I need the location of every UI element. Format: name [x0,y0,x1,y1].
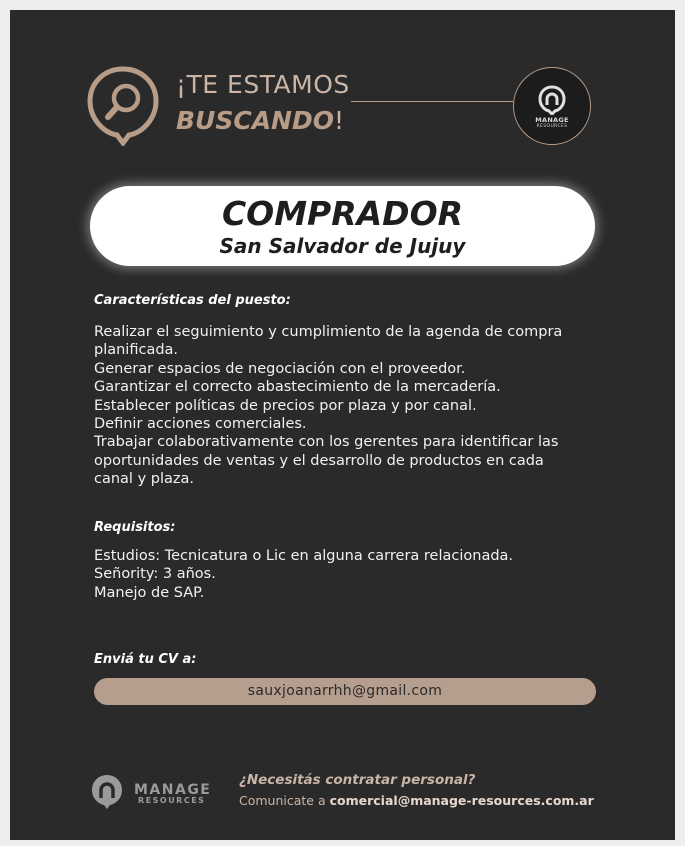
features-line: Trabajar colaborativamente con los gerentes para identificar las [94,434,559,451]
location-pin-logo-icon [538,85,566,115]
features-line: Generar espacios de negociación con el proveedor. [94,360,466,377]
job-location: San Salvador de Jujuy [219,234,466,258]
job-poster [10,10,675,840]
features-line: Establecer políticas de precios por plaza y por canal. [94,397,477,414]
footer-brand: MANAGE [134,782,212,798]
job-title: COMPRADOR [221,194,464,233]
title-box [90,186,595,266]
footer-contact-prefix: Comunicate a [239,793,330,808]
footer-brand-sub: RESOURCES [138,796,206,805]
manage-resources-logo-icon [90,773,124,811]
brand-badge [513,67,591,145]
footer-contact-email[interactable]: comercial@manage-resources.com.ar [329,793,594,808]
cv-email[interactable]: sauxjoanarrhh@gmail.com [247,683,443,699]
requirements-line: Señority: 3 años. [94,566,216,583]
features-line: Realizar el seguimiento y cumplimiento de la agenda de compra [94,324,563,340]
cv-email-bar[interactable] [94,678,596,705]
header-line1: ¡TE ESTAMOS [176,70,350,99]
send-cv-heading: Enviá tu CV a: [94,652,197,667]
search-pin-icon [86,66,160,146]
features-line: Garantizar el correcto abastecimiento de la mercadería. [94,379,501,396]
features-line: planificada. [94,342,179,359]
requirements-line: Estudios: Tecnicatura o Lic en alguna carrera relacionada. [94,548,514,564]
badge-sub: RESOURCES [536,124,568,129]
header-exclamation: ! [333,106,345,135]
features-line: oportunidades de ventas y el desarrollo de productos en cada [94,452,544,469]
requirements-list [94,547,594,602]
header-divider [351,101,513,102]
footer-contact [239,793,594,808]
footer-question: ¿Necesitás contratar personal? [239,772,476,788]
requirements-heading: Requisitos: [94,520,176,535]
features-heading: Características del puesto: [94,293,291,308]
features-list [94,323,594,489]
header-line2 [176,106,344,135]
badge-brand: MANAGE [535,116,569,124]
features-line: canal y plaza. [94,471,194,488]
features-line: Definir acciones comerciales. [94,416,307,433]
requirements-line: Manejo de SAP. [94,584,205,601]
header-buscando: BUSCANDO [176,106,334,135]
